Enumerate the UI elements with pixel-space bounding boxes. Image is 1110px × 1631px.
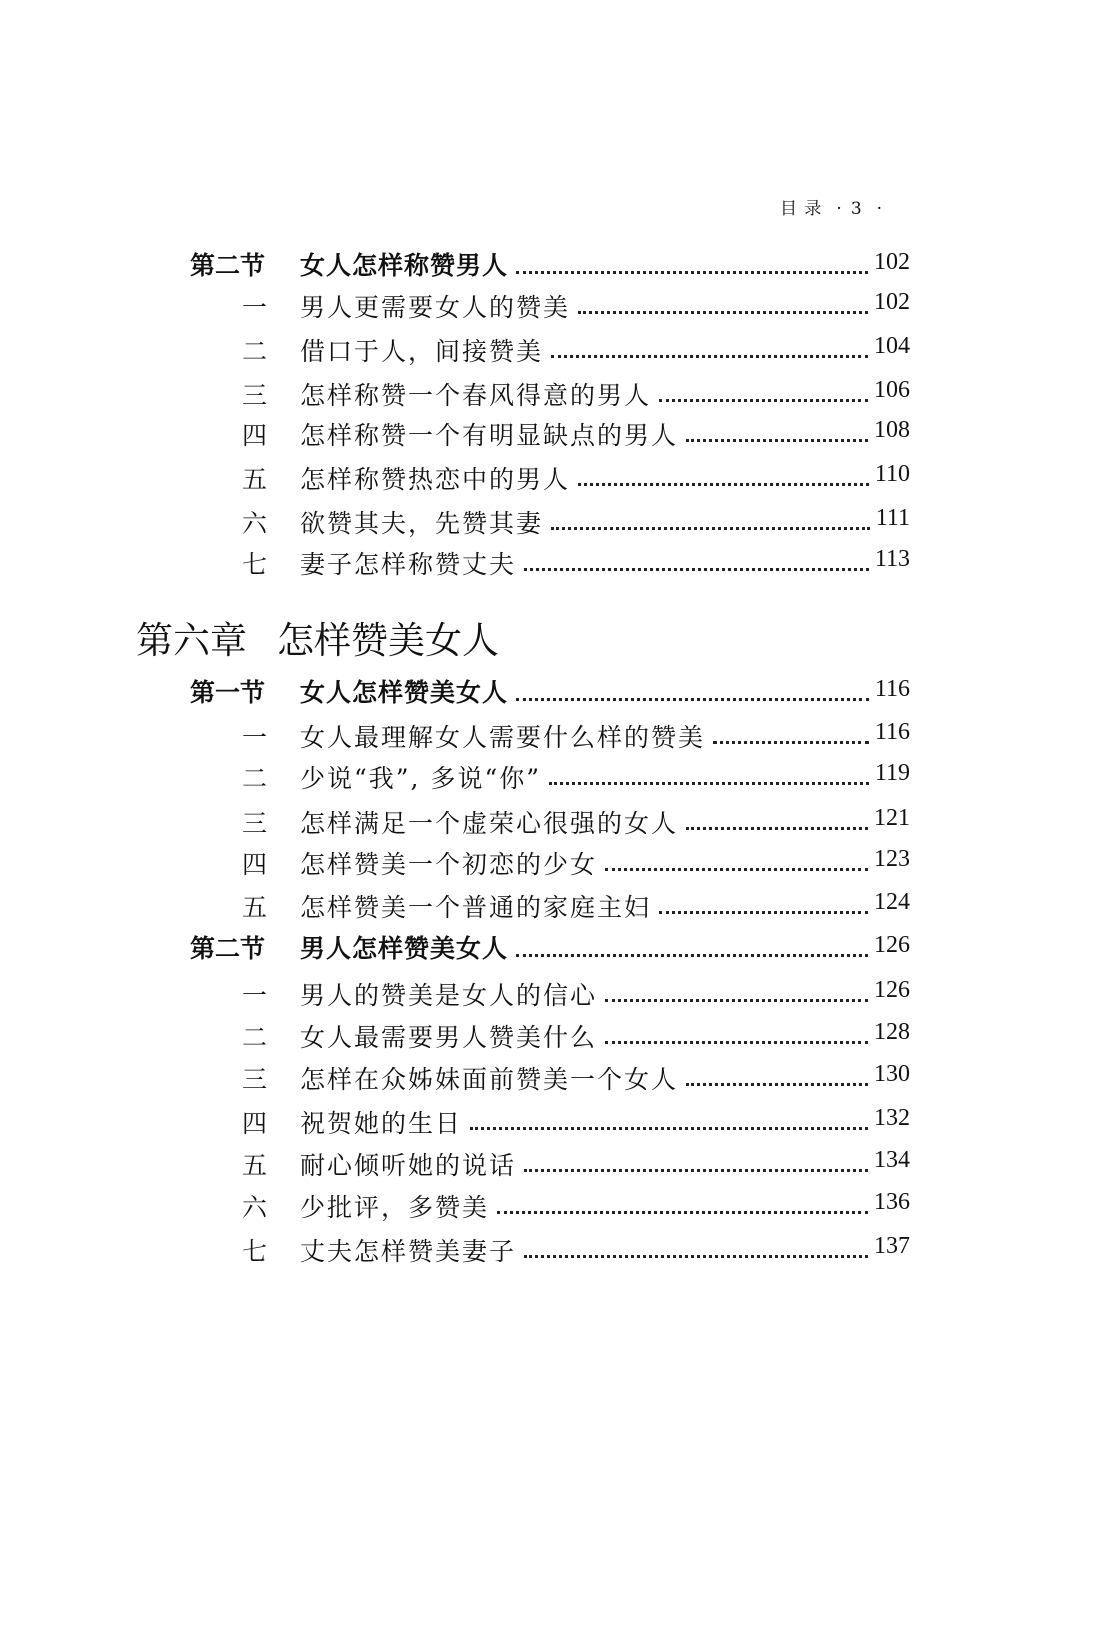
dot-leader <box>551 355 868 358</box>
page-number: 128 <box>874 1019 910 1045</box>
section-label: 第二节 <box>190 934 266 963</box>
toc-entry-row[interactable] <box>0 1142 1110 1178</box>
entry-number: 五 <box>242 1151 268 1180</box>
entry-title: 耐心倾听她的说话 <box>300 1151 517 1180</box>
entry-title: 男人的赞美是女人的信心 <box>300 981 598 1010</box>
dot-leader <box>524 1169 868 1172</box>
toc-entry-row[interactable] <box>0 841 1110 877</box>
entry-title: 丈夫怎样赞美妻子 <box>300 1237 517 1266</box>
dot-leader <box>578 483 869 486</box>
entry-number: 二 <box>242 337 268 366</box>
entry-number: 五 <box>242 893 268 922</box>
entry-title: 祝贺她的生日 <box>300 1109 463 1138</box>
dot-leader <box>659 911 868 914</box>
dot-leader <box>686 439 868 442</box>
dot-leader <box>686 1083 868 1086</box>
entry-title: 女人最需要男人赞美什么 <box>300 1023 598 1052</box>
dot-leader <box>516 698 869 701</box>
chapter-heading <box>136 610 499 664</box>
page-number: 113 <box>874 546 910 572</box>
entry-number: 四 <box>242 1109 268 1138</box>
toc-entry-row[interactable] <box>0 1184 1110 1220</box>
dot-leader <box>605 999 868 1002</box>
page-number: 102 <box>874 289 910 315</box>
entry-title: 女人最理解女人需要什么样的赞美 <box>300 723 706 752</box>
page-number: 124 <box>874 889 910 915</box>
running-head-dot: · <box>836 199 843 219</box>
entry-title: 怎样赞美一个普通的家庭主妇 <box>300 893 652 922</box>
entry-number: 二 <box>242 764 268 793</box>
toc-section-row[interactable] <box>0 927 1110 963</box>
entry-title: 怎样称赞一个春风得意的男人 <box>300 381 652 410</box>
entry-number: 一 <box>242 981 268 1010</box>
page-number: 116 <box>874 719 910 745</box>
page-number: 104 <box>874 333 910 359</box>
entry-number: 二 <box>242 1023 268 1052</box>
dot-leader <box>524 568 869 571</box>
dot-leader <box>713 741 869 744</box>
dot-leader <box>497 1211 868 1214</box>
running-head <box>780 194 883 219</box>
toc-entry-row[interactable] <box>0 541 1110 577</box>
section-label: 第一节 <box>190 678 266 707</box>
entry-number: 一 <box>242 293 268 322</box>
page-number: 123 <box>874 846 910 872</box>
page-number: 108 <box>874 417 910 443</box>
entry-title: 少说“我”, 多说“你” <box>300 764 542 793</box>
toc-entry-row[interactable] <box>0 1100 1110 1136</box>
chapter-label: 第六章 <box>136 619 247 662</box>
toc-entry-row[interactable] <box>0 1014 1110 1050</box>
entry-number: 五 <box>242 465 268 494</box>
toc-entry-row[interactable] <box>0 884 1110 920</box>
page-number: 136 <box>874 1189 910 1215</box>
entry-number: 三 <box>242 1065 268 1094</box>
entry-number: 四 <box>242 421 268 450</box>
entry-number: 三 <box>242 381 268 410</box>
dot-leader <box>524 1255 868 1258</box>
page-number: 132 <box>874 1105 910 1131</box>
toc-entry-row[interactable] <box>0 500 1110 536</box>
entry-number: 四 <box>242 850 268 879</box>
entry-title: 怎样赞美一个初恋的少女 <box>300 850 598 879</box>
entry-number: 六 <box>242 509 268 538</box>
page-number: 126 <box>874 977 910 1003</box>
page-number: 110 <box>874 461 910 487</box>
running-head-page-number: 3 <box>850 199 863 219</box>
toc-section-row[interactable] <box>0 671 1110 707</box>
chapter-title: 怎样赞美女人 <box>277 619 499 662</box>
section-title: 女人怎样赞美女人 <box>300 678 509 707</box>
dot-leader <box>516 954 868 957</box>
entry-number: 七 <box>242 1237 268 1266</box>
entry-number: 六 <box>242 1193 268 1222</box>
entry-title: 男人更需要女人的赞美 <box>300 293 571 322</box>
page-number: 106 <box>874 377 910 403</box>
toc-entry-row[interactable] <box>0 456 1110 492</box>
toc-entry-row[interactable] <box>0 372 1110 408</box>
toc-entry-row[interactable] <box>0 800 1110 836</box>
dot-leader <box>549 782 869 785</box>
dot-leader <box>605 868 868 871</box>
entry-number: 七 <box>242 550 268 579</box>
entry-title: 怎样称赞一个有明显缺点的男人 <box>300 421 679 450</box>
page-number: 116 <box>874 676 910 702</box>
toc-section-row[interactable] <box>0 244 1110 280</box>
page-number: 121 <box>874 805 910 831</box>
running-head-dot: · <box>876 199 884 219</box>
entry-title: 少批评，多赞美 <box>300 1193 490 1222</box>
section-title: 女人怎样称赞男人 <box>300 251 509 280</box>
entry-title: 欲赞其夫，先赞其妻 <box>300 509 544 538</box>
toc-entry-row[interactable] <box>0 714 1110 750</box>
page-number: 126 <box>874 932 910 958</box>
page-number: 137 <box>874 1233 910 1259</box>
entry-number: 一 <box>242 723 268 752</box>
page-number: 102 <box>874 249 910 275</box>
entry-title: 借口于人，间接赞美 <box>300 337 544 366</box>
running-head-label: 目 录 <box>780 199 823 219</box>
dot-leader <box>578 311 868 314</box>
section-label: 第二节 <box>190 251 266 280</box>
page-number: 119 <box>874 760 910 786</box>
toc-entry-row[interactable] <box>0 755 1110 791</box>
toc-entry-row[interactable] <box>0 284 1110 320</box>
dot-leader <box>686 827 868 830</box>
dot-leader <box>470 1127 868 1130</box>
dot-leader <box>605 1041 868 1044</box>
toc-entry-row[interactable] <box>0 1228 1110 1264</box>
page-number: 130 <box>874 1061 910 1087</box>
dot-leader <box>659 399 868 402</box>
dot-leader <box>516 271 868 274</box>
page-number: 111 <box>875 505 910 531</box>
toc-entry-row[interactable] <box>0 1056 1110 1092</box>
entry-title: 怎样在众姊妹面前赞美一个女人 <box>300 1065 679 1094</box>
page-number: 134 <box>874 1147 910 1173</box>
toc-entry-row[interactable] <box>0 972 1110 1008</box>
entry-title: 妻子怎样称赞丈夫 <box>300 550 517 579</box>
toc-entry-row[interactable] <box>0 328 1110 364</box>
entry-title: 怎样称赞热恋中的男人 <box>300 465 571 494</box>
section-title: 男人怎样赞美女人 <box>300 934 509 963</box>
dot-leader <box>551 527 870 530</box>
toc-entry-row[interactable] <box>0 412 1110 448</box>
entry-title: 怎样满足一个虚荣心很强的女人 <box>300 809 679 838</box>
entry-number: 三 <box>242 809 268 838</box>
